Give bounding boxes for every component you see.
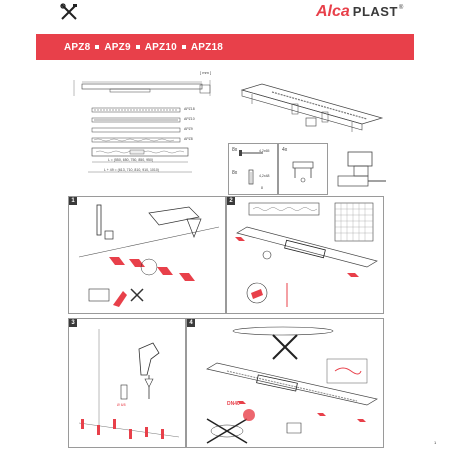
variant-label: APZ18	[184, 107, 195, 111]
step-number: 2	[227, 197, 235, 205]
variant-label: APZ10	[184, 117, 195, 121]
quantity-label: 8x	[232, 170, 238, 176]
unit-label: [ mm ]	[200, 70, 212, 75]
quantity-label: 4x	[282, 147, 288, 153]
wrench-screwdriver-icon	[60, 3, 78, 21]
length-dimension: L = (550, 650, 750, 850, 950)	[108, 158, 154, 162]
quantity-label: 8x	[232, 147, 238, 153]
brand-primary: Alca	[316, 3, 350, 20]
step-3-illustration	[69, 319, 185, 447]
step-number: 3	[69, 319, 77, 327]
model-banner	[36, 34, 414, 60]
drill-size-label: Ø 6/8	[117, 403, 126, 407]
separator-square	[182, 45, 186, 49]
step-4-illustration	[187, 319, 383, 447]
screw-size-label: 4,2x48	[259, 174, 270, 178]
tools-icon	[60, 3, 78, 21]
step-panel-1	[68, 196, 226, 314]
parts-panel-feet	[278, 143, 328, 195]
anchor-icon	[241, 168, 265, 188]
step-number: 4	[187, 319, 195, 327]
length-plus-dimension: L + 49 = (613, 710, 810, 910, 1010)	[104, 168, 159, 172]
brand-registered: ®	[398, 5, 404, 11]
variant-label: APZ9	[184, 127, 193, 131]
model-label: APZ10	[144, 41, 177, 53]
step-1-illustration	[69, 197, 225, 313]
separator-square	[95, 45, 99, 49]
pipe-size-label: DN40	[227, 401, 240, 407]
step-panel-4	[186, 318, 384, 448]
isometric-drain-drawing	[232, 74, 392, 146]
overview-drawing	[70, 70, 220, 188]
foot-bracket-icon	[285, 152, 325, 192]
step-number: 1	[69, 197, 77, 205]
step-panel-3	[68, 318, 186, 448]
siphon-drawing	[334, 146, 394, 194]
parts-panel-screws	[228, 143, 278, 195]
screw-size-label: 4,2x65	[259, 149, 270, 153]
model-label: APZ9	[104, 41, 131, 53]
model-label: APZ8	[64, 41, 91, 53]
step-2-illustration	[227, 197, 383, 313]
model-label: APZ18	[190, 41, 223, 53]
brand-secondary: PLAST	[352, 4, 398, 19]
separator-square	[136, 45, 140, 49]
brand-logo	[316, 3, 403, 23]
page-number: 1	[434, 440, 437, 445]
variant-label: APZ8	[184, 137, 193, 141]
screw-size-label: 8	[261, 186, 263, 190]
step-panel-2	[226, 196, 384, 314]
